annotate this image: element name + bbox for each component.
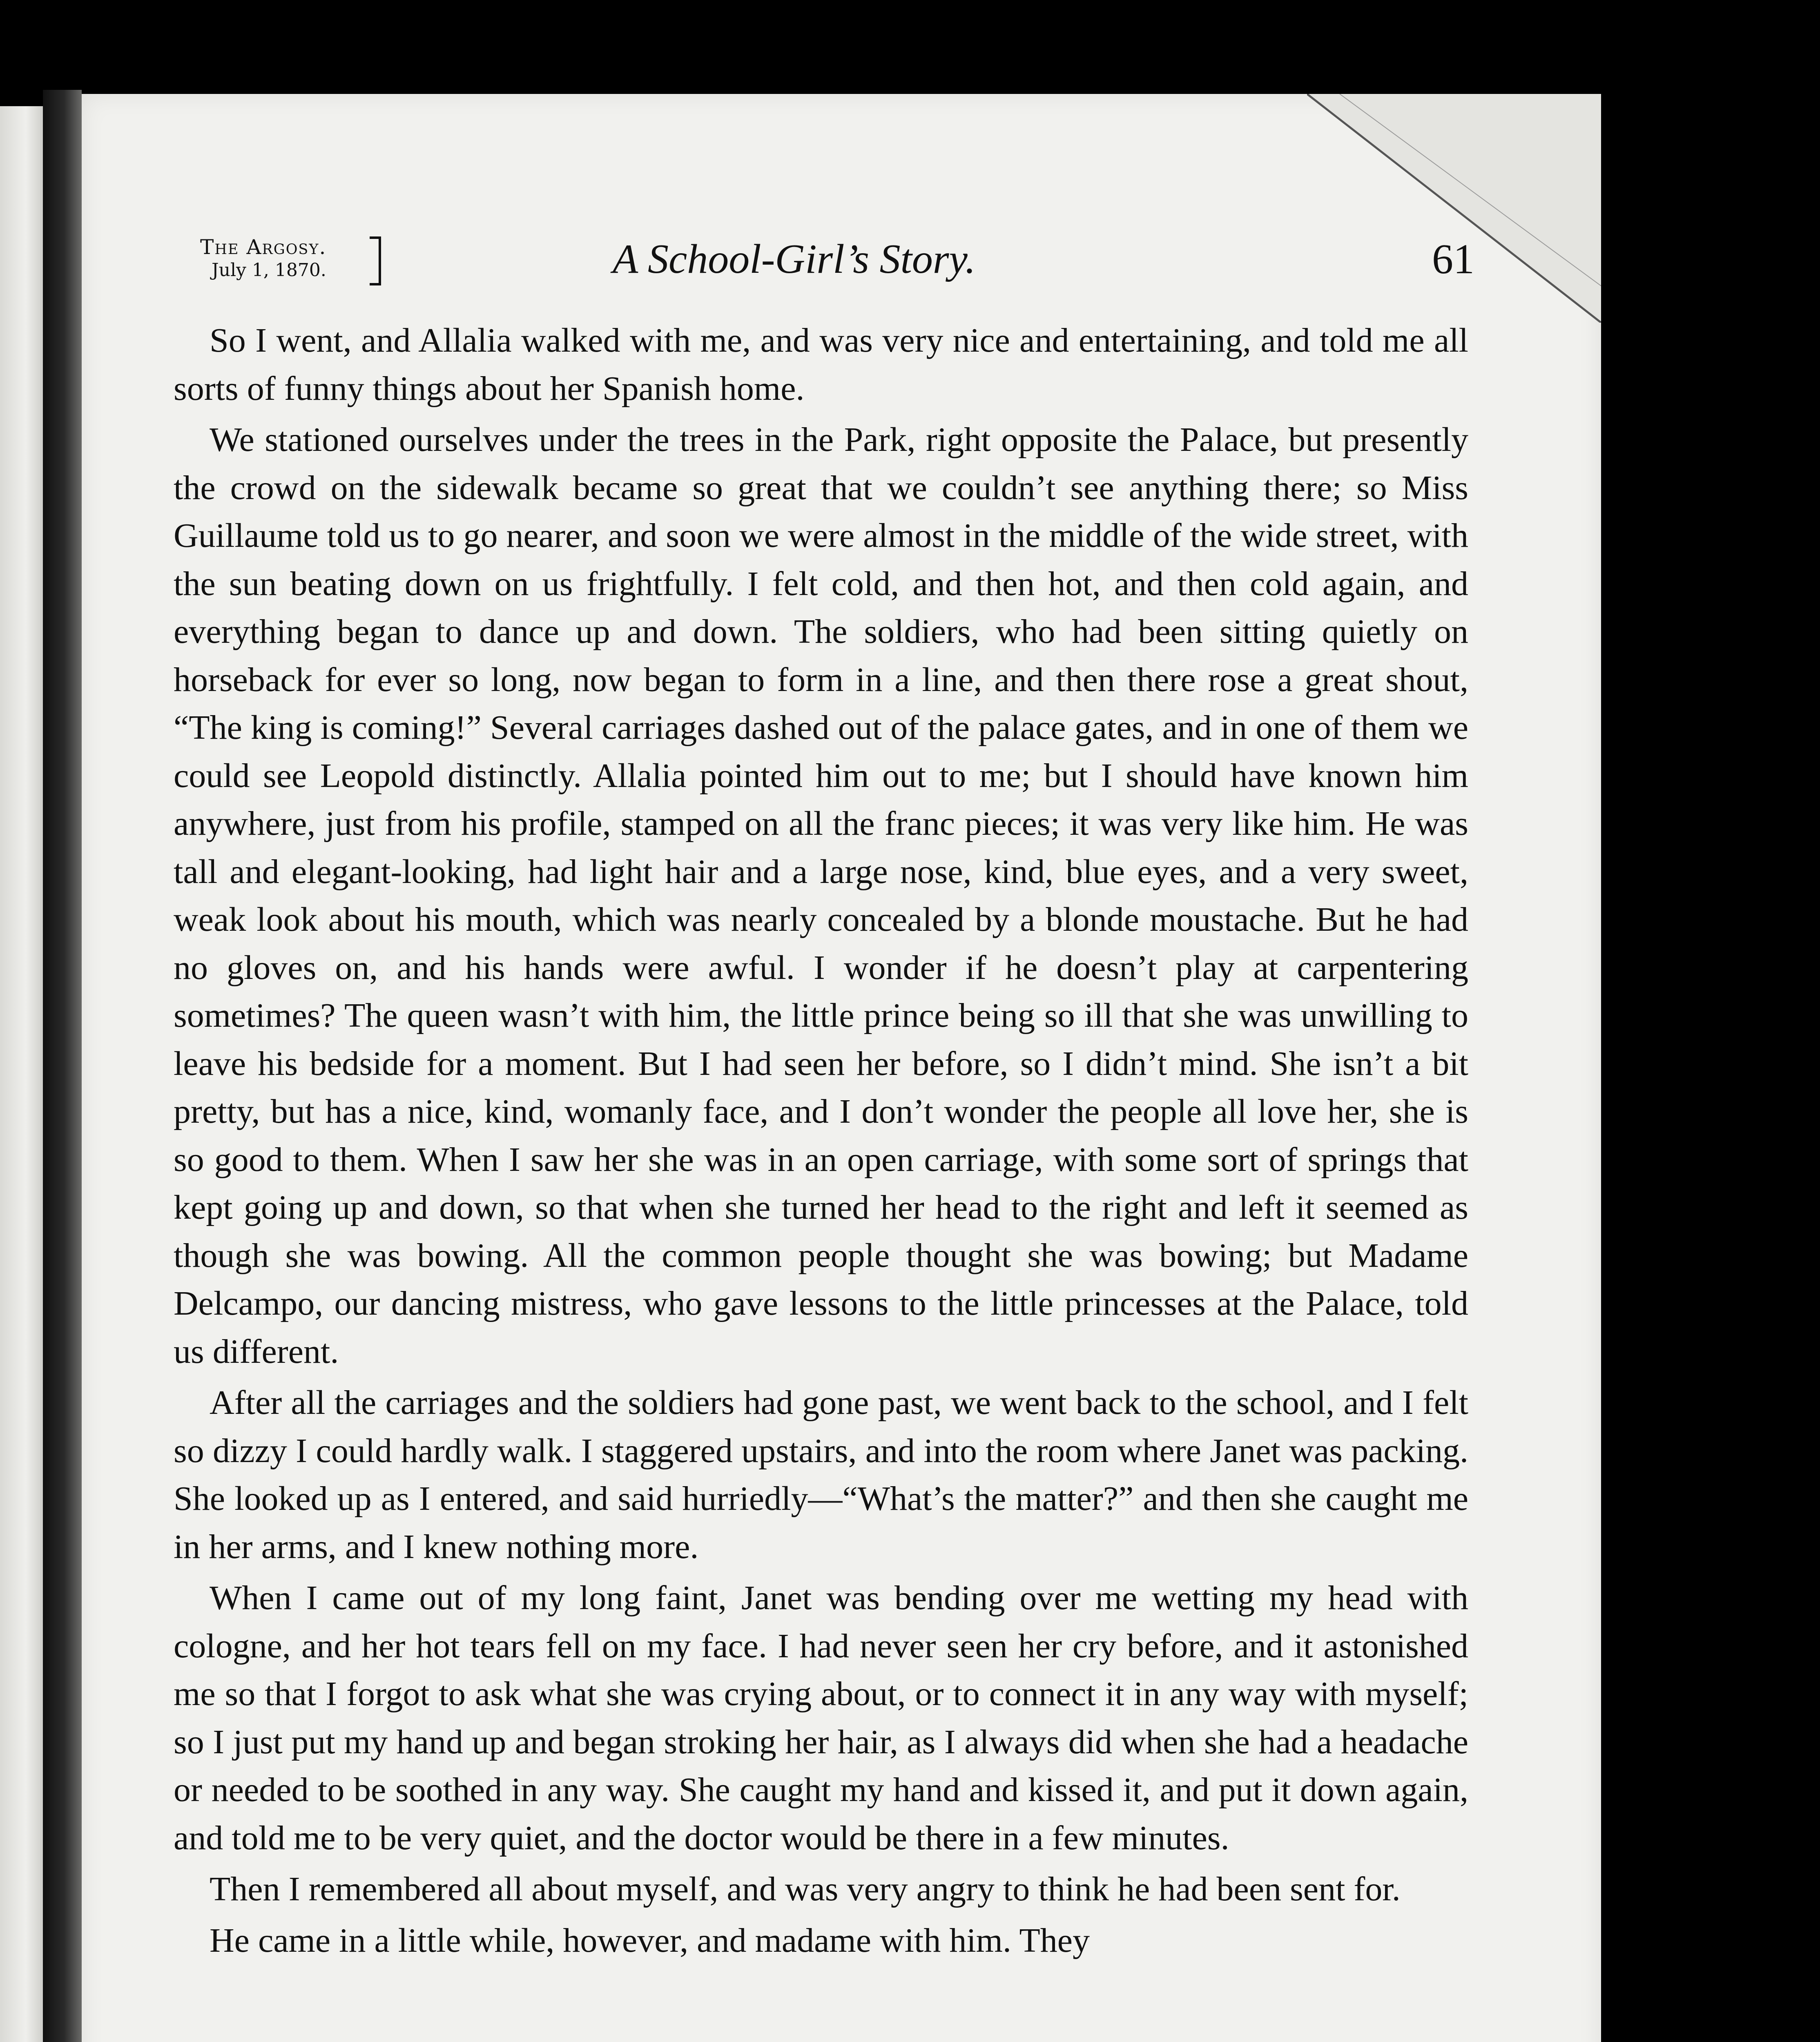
paragraph: We stationed ourselves under the trees in the Park, right opposite the Palace, but presently the crowd on the sidewalk became so great that we couldn’t see anything there; so Miss Guillaume told us to go nearer, and soon we were almost in the middle of the wide street, with the sun beating down on us frightfully. I felt cold, and then hot, and then cold again, and everything began to dance up and down. The soldiers, who had been sitting quietly on horseback for ever so long, now began to form in a line, and then there rose a great shout, “The king is coming!” Several carriages dashed out of the palace gates, and in one of them we could see Leopold distinctly. Allalia pointed him out to me; but I should have known him anywhere, just from his profile, stamped on all the franc pieces; it was very like him. He was tall and elegant-looking, had light hair and a large nose, kind, blue eyes, and a very sweet, weak look about his mouth, which was nearly concealed by a blonde moustache. But he had no gloves on, and his hands were awful. I wonder if he doesn’t play at carpentering sometimes? The queen wasn’t with him, the little prince being so ill that she was unwilling to leave his bedside for a moment. But I had seen her before, so I didn’t mind. She isn’t a bit pretty, but has a nice, kind, womanly face, and I don’t wonder the people all love her, she is so good to them. When I saw her she was in an open carriage, with some sort of springs that kept going up and down, so that when she turned her head to the right and left it seemed as though she was bowing. All the common people thought she was bowing; but Madame Delcampo, our dancing mistress, who gave lessons to the little princesses at the Palace, told us different. — [174, 421, 1468, 1371]
story-title: A School-Girl’s Story. — [613, 236, 976, 282]
page-number: 61 — [1432, 236, 1474, 283]
paragraph: He came in a little while, however, and madame with him. They — [210, 1921, 1090, 1960]
page-binding-shadow — [43, 90, 82, 2042]
story-body — [174, 317, 1468, 1968]
paragraph: After all the carriages and the soldiers had gone past, we went back to the school, and I felt so dizzy I could hardly walk. I staggered upstairs, and into the room where Janet was packing. She looked up as I entered, and said hurriedly—“What’s the matter?” and then she caught me in her arms, and I knew nothing more. — [174, 1384, 1468, 1566]
paragraph: When I came out of my long faint, Janet was bending over me wetting my head with cologne, and her hot tears fell on my face. I had never seen her cry before, and it astonished me so that I forgot to ask what she was crying about, or to connect it in any way with myself; so I just put my hand up and began stroking her hair, as I always did when she had a headache or needed to be soothed in any way. She caught my hand and kissed it, and put it down again, and told me to be very quiet, and the doctor would be there in a few minutes. — [174, 1579, 1468, 1857]
magazine-page — [82, 94, 1601, 2042]
header-bracket — [370, 236, 381, 285]
paragraph: So I went, and Allalia walked with me, and was very nice and entertaining, and told me all sorts of funny things about her Spanish home. — [174, 321, 1468, 408]
adjacent-page-edge — [0, 106, 43, 2042]
magazine-issue-block — [200, 235, 326, 281]
running-header — [200, 235, 1474, 312]
issue-date: July 1, 1870. — [212, 260, 326, 281]
magazine-name: The Argosy. — [200, 235, 327, 259]
paragraph: Then I remembered all about myself, and was very angry to think he had been sent for. — [210, 1870, 1401, 1908]
